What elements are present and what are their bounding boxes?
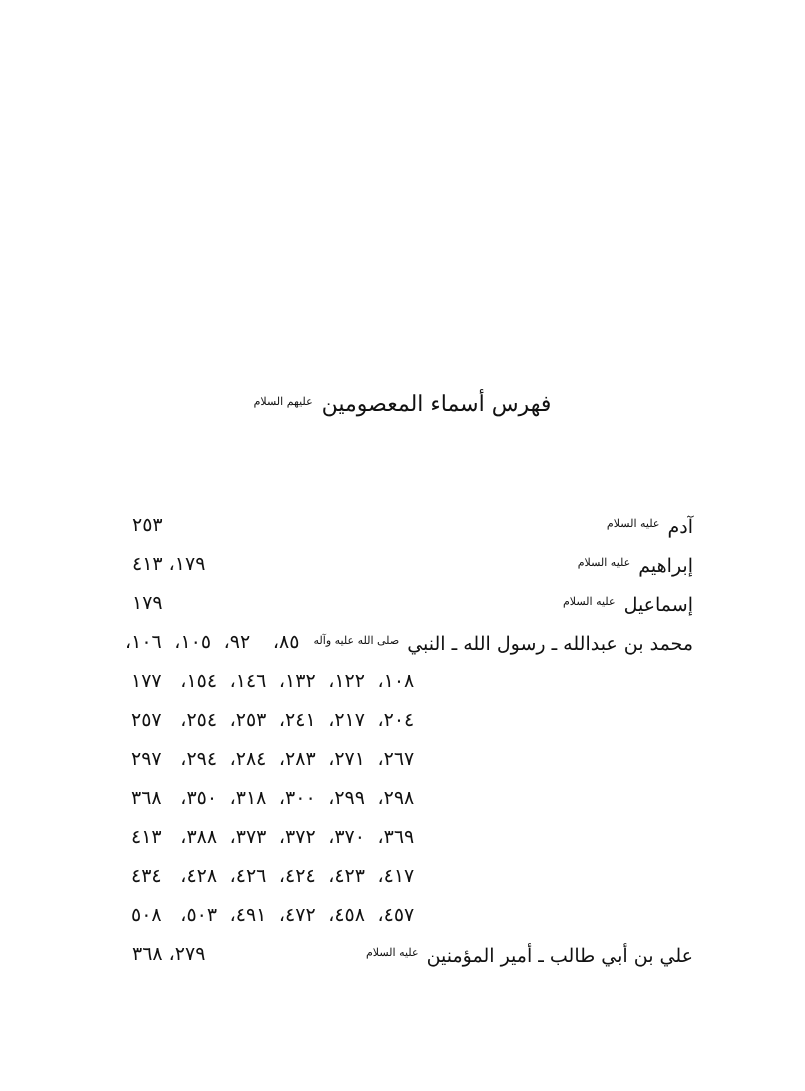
- page-number: ٤٥٨،: [328, 904, 365, 926]
- page-number: ٣٦٨: [131, 787, 162, 809]
- page-number: ٤٢٤،: [278, 865, 316, 887]
- page-number: ١٢٢،: [328, 670, 365, 692]
- entry-name-text: آدم: [667, 516, 693, 538]
- page-number: ٢٨٣،: [278, 748, 316, 770]
- page-number: ٣١٨،: [229, 787, 267, 809]
- index-continuation-row: [0, 668, 805, 704]
- entry-pages: [131, 865, 427, 887]
- page-number: ٢٥٧: [131, 709, 162, 731]
- entry-pages: [131, 670, 427, 692]
- page-number: ١٠٥،: [174, 631, 212, 653]
- index-entry-adam: [0, 512, 805, 548]
- page-number: ٣٧٢،: [278, 826, 316, 848]
- entry-honorific: عليه السلام: [366, 946, 419, 959]
- entry-pages: [131, 904, 427, 926]
- page-number: ١٥٤،: [180, 670, 218, 692]
- page-number: ٣٦٩،: [377, 826, 415, 848]
- page-number: ٤٢٣،: [328, 865, 365, 887]
- index-continuation-row: [0, 707, 805, 743]
- index-entry-ali: [0, 941, 805, 977]
- page-number: ٤٢٨،: [180, 865, 218, 887]
- page-number: ٤٩١،: [229, 904, 267, 926]
- page-number: ٢٤١،: [278, 709, 316, 731]
- page-number: ٩٢،: [223, 631, 251, 653]
- index-entry-ismail: [0, 590, 805, 626]
- entry-pages: ٢٧٩، ٣٦٨: [132, 943, 206, 965]
- page-number: ١٤٦،: [229, 670, 267, 692]
- page-number: ٤٣٤: [131, 865, 162, 887]
- entry-pages: [131, 826, 427, 848]
- entry-name-text: علي بن أبي طالب ـ أمير المؤمنين: [426, 945, 693, 967]
- entry-pages: [125, 631, 322, 653]
- page-number: ٢٥٣،: [229, 709, 267, 731]
- page-number: ٥٠٨: [131, 904, 162, 926]
- entry-honorific: عليه السلام: [563, 595, 616, 608]
- index-continuation-row: [0, 902, 805, 938]
- page-title: [0, 392, 805, 417]
- page-number: ٢٥٤،: [180, 709, 218, 731]
- page-number: ٢٨٤،: [229, 748, 267, 770]
- entry-honorific: صلى الله عليه وآله: [313, 634, 400, 647]
- index-continuation-row: [0, 785, 805, 821]
- page-number: ٣٧٠،: [328, 826, 365, 848]
- index-continuation-row: [0, 746, 805, 782]
- page-number: ٤٥٧،: [377, 904, 415, 926]
- index-continuation-row: [0, 824, 805, 860]
- entry-honorific: عليه السلام: [577, 556, 631, 569]
- page-number: ٣٧٣،: [229, 826, 267, 848]
- page-number: ٤١٣: [131, 826, 162, 848]
- page-number: ٥٠٣،: [180, 904, 218, 926]
- entry-pages: ١٧٩، ٤١٣: [132, 553, 206, 575]
- page-number: ٣٠٠،: [278, 787, 316, 809]
- page-number: ٣٨٨،: [180, 826, 218, 848]
- page-number: ٢١٧،: [328, 709, 365, 731]
- page-number: ٤٧٢،: [278, 904, 316, 926]
- entry-name: [314, 633, 693, 655]
- entry-pages: [131, 787, 427, 809]
- entry-pages: [131, 709, 427, 731]
- entry-name: [563, 594, 693, 616]
- page-number: ١٣٢،: [278, 670, 316, 692]
- page-number: ١٠٨،: [377, 670, 415, 692]
- index-entry-ibrahim: [0, 551, 805, 587]
- page-title-text: فهرس أسماء المعصومين: [321, 392, 552, 417]
- page-number: ٨٥،: [272, 631, 300, 653]
- entry-name: [366, 945, 693, 967]
- entry-pages: ١٧٩: [132, 592, 163, 614]
- entry-name-text: محمد بن عبدالله ـ رسول الله ـ النبي: [407, 633, 693, 655]
- page-number: ٢٠٤،: [377, 709, 415, 731]
- page-number: ٤١٧،: [377, 865, 415, 887]
- index-continuation-row: [0, 863, 805, 899]
- page-number: ٤٢٦،: [229, 865, 267, 887]
- page-number: ١٧٧: [131, 670, 162, 692]
- entry-name: [607, 516, 693, 538]
- page-number: ٢٩٩،: [328, 787, 365, 809]
- page-number: ٢٧١،: [328, 748, 365, 770]
- entry-name-text: إسماعيل: [623, 594, 693, 616]
- page-number: ٢٦٧،: [377, 748, 415, 770]
- index-entry-muhammad: [0, 629, 805, 665]
- entry-honorific: عليه السلام: [606, 517, 660, 530]
- entry-name: [578, 555, 693, 577]
- page-number: ٢٩٤،: [180, 748, 218, 770]
- page-number: ٣٥٠،: [180, 787, 218, 809]
- page-number: ١٠٦،: [125, 631, 162, 653]
- page-number: ٢٩٨،: [377, 787, 415, 809]
- page-number: ٢٩٧: [131, 748, 162, 770]
- entry-pages: ٢٥٣: [132, 514, 163, 536]
- entry-pages: [131, 748, 427, 770]
- title-honorific: عليهم السلام: [253, 395, 313, 408]
- entry-name-text: إبراهيم: [638, 555, 693, 577]
